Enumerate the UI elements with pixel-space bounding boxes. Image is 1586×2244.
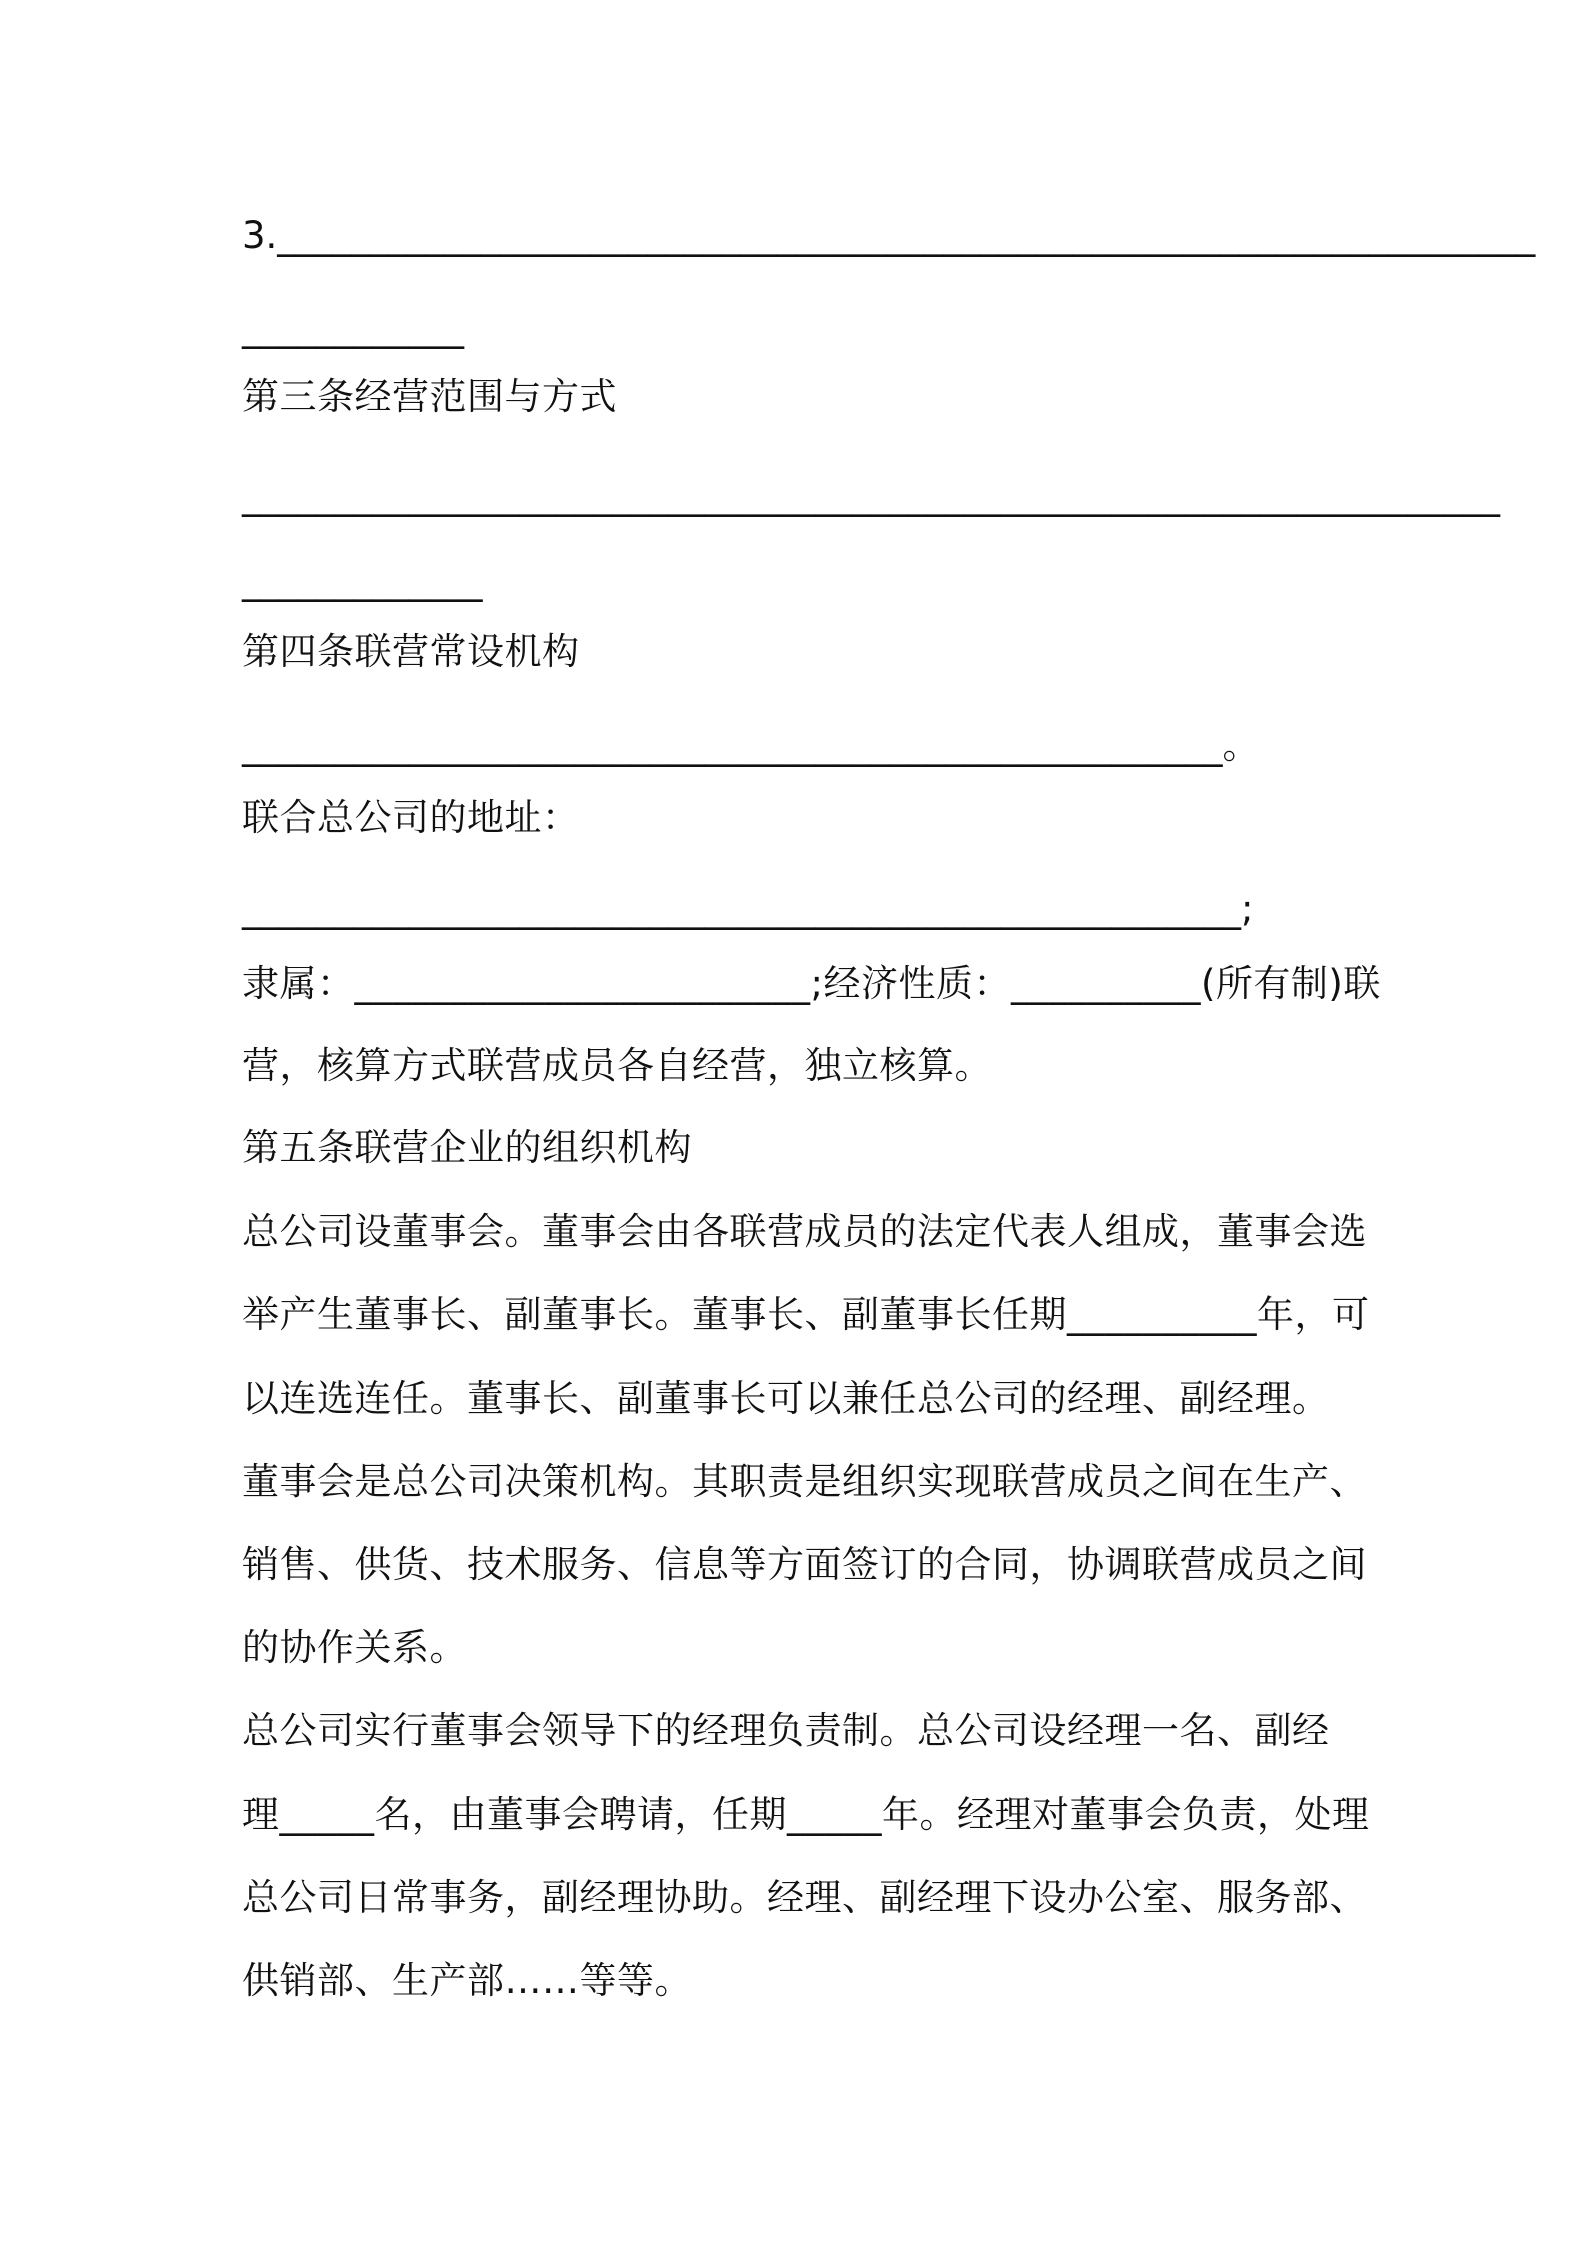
- article-heading: 第五条联营企业的组织机构: [242, 1126, 692, 1169]
- text-line: 总公司日常事务，副经理协助。经理、副经理下设办公室、服务部、: [242, 1876, 1367, 1919]
- article-heading: 第三条经营范围与方式: [242, 375, 617, 418]
- text-line: 总公司实行董事会领导下的经理负责制。总公司设经理一名、副经: [242, 1709, 1330, 1752]
- text-line: ______________________________________________________;: [242, 887, 1254, 930]
- text-line: _____________: [242, 559, 483, 602]
- text-line: ____________________________________________________________________: [242, 474, 1500, 517]
- article-heading: 第四条联营常设机构: [242, 630, 580, 673]
- text-line: ____________: [242, 306, 464, 349]
- text-line: 3.____________________________________________________________________: [242, 214, 1536, 257]
- text-line: 理_____名，由董事会聘请，任期_____年。经理对董事会负责，处理: [242, 1793, 1370, 1836]
- text-line: 的协作关系。: [242, 1626, 467, 1669]
- text-line: 供销部、生产部……等等。: [242, 1959, 692, 2002]
- text-line: 以连选连任。董事长、副董事长可以兼任总公司的经理、副经理。: [242, 1377, 1330, 1420]
- text-line: 总公司设董事会。董事会由各联营成员的法定代表人组成，董事会选: [242, 1210, 1367, 1253]
- text-line: 销售、供货、技术服务、信息等方面签订的合同，协调联营成员之间: [242, 1543, 1367, 1586]
- text-line: 隶属：________________________;经济性质：__________(所有制)联: [242, 962, 1381, 1005]
- text-line: 营，核算方式联营成员各自经营，独立核算。: [242, 1044, 992, 1087]
- text-line: 举产生董事长、副董事长。董事长、副董事长任期__________年，可: [242, 1293, 1370, 1336]
- text-line: 联合总公司的地址：: [242, 796, 580, 839]
- text-line: 董事会是总公司决策机构。其职责是组织实现联营成员之间在生产、: [242, 1460, 1367, 1503]
- text-line: _____________________________________________________。: [242, 724, 1260, 767]
